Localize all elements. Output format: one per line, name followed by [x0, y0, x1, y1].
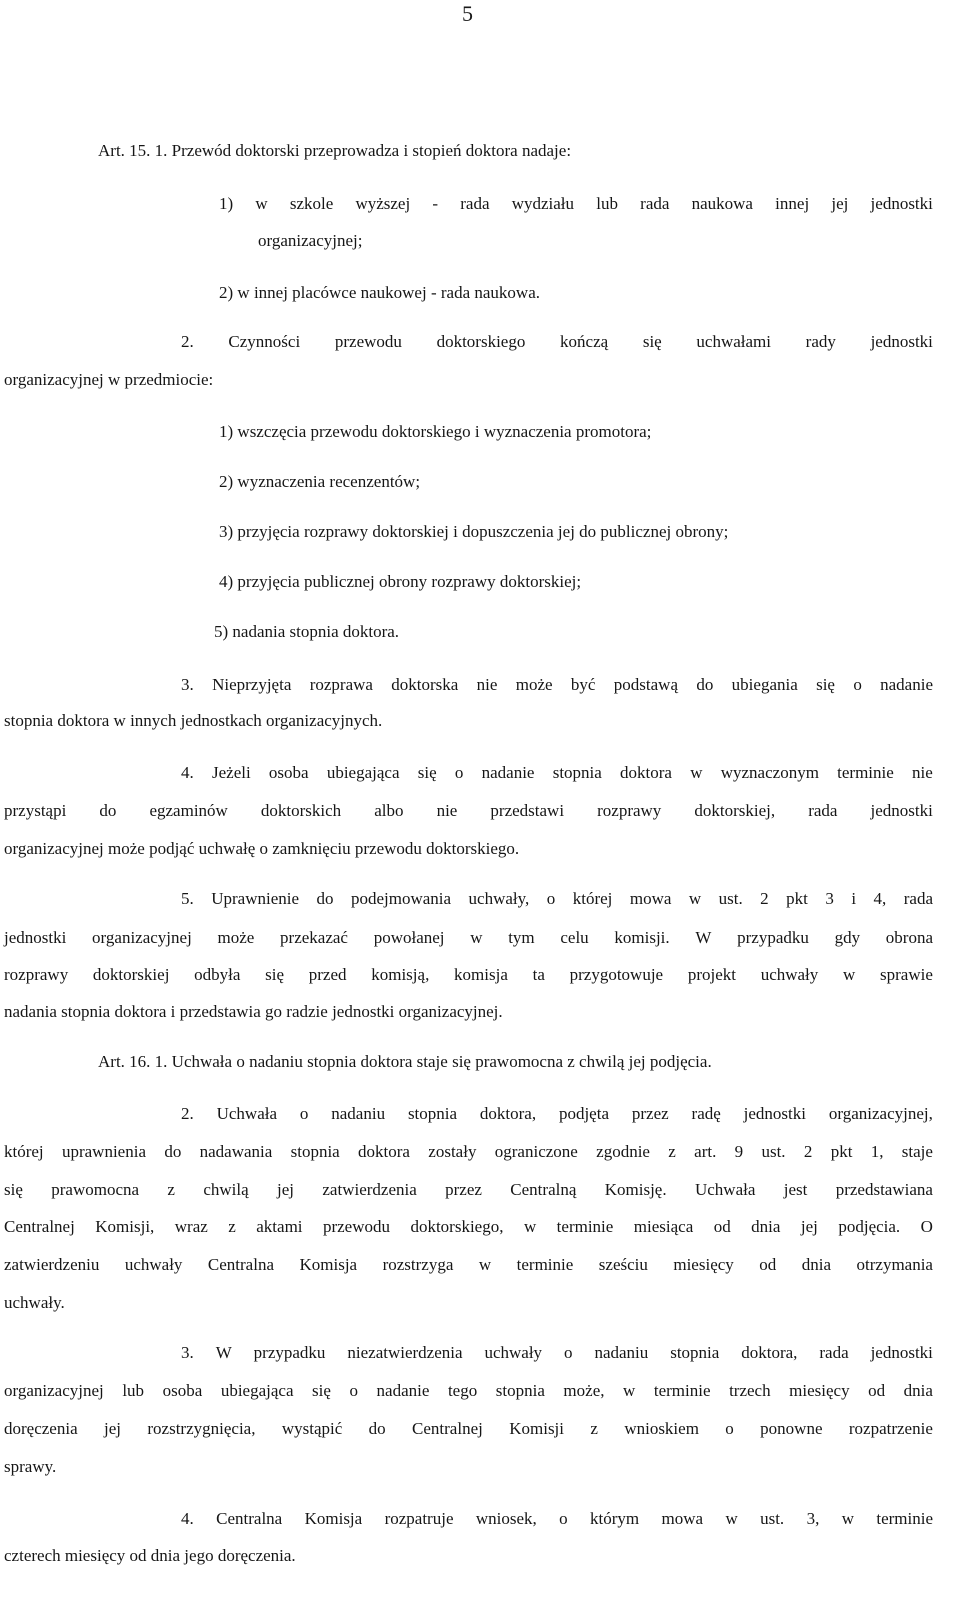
word: nadanie: [376, 1381, 430, 1400]
art16-p2-line2: [4, 1142, 933, 1162]
word: o: [564, 1343, 573, 1362]
word: osoba: [162, 1381, 203, 1400]
word: rada: [819, 1343, 849, 1362]
word: jednostki: [4, 928, 67, 947]
word: do: [696, 675, 714, 694]
word: uchwały: [124, 1255, 183, 1274]
word: wyznaczonym: [720, 763, 819, 782]
art15-p2-item3: 3) przyjęcia rozprawy doktorskiej i dopuszczenia jej do publicznej obrony;: [219, 522, 729, 541]
word: wyższej: [355, 194, 411, 213]
word: art.: [694, 1142, 717, 1161]
word: ubiegania: [731, 675, 798, 694]
word: podjęta: [558, 1104, 609, 1123]
word: prawomocna: [51, 1180, 140, 1199]
art15-p4-line1: [181, 763, 933, 783]
art15-p1-item1-line2: organizacyjnej;: [258, 231, 363, 250]
art15-p2-item5: 5) nadania stopnia doktora.: [214, 622, 400, 641]
word: od: [868, 1381, 886, 1400]
art16-p1: Art. 16. 1. Uchwała o nadaniu stopnia doktora staje się prawomocna z chwilą jej podjęcia.: [98, 1052, 712, 1071]
word: i: [851, 889, 857, 908]
word: do: [316, 889, 334, 908]
word: z: [668, 1142, 676, 1161]
word: O: [920, 1217, 933, 1236]
word: 3.: [181, 1343, 194, 1362]
word: stopnia: [407, 1104, 458, 1123]
art15-p2-item2: 2) wyznaczenia recenzentów;: [219, 472, 421, 491]
word: nadaniu: [594, 1343, 649, 1362]
word: komisją,: [371, 965, 430, 984]
word: obrona: [885, 928, 933, 947]
word: sprawie: [880, 965, 933, 984]
word: uchwały: [760, 965, 819, 984]
word: doktorska: [391, 675, 459, 694]
word: do: [164, 1142, 182, 1161]
word: 5.: [181, 889, 194, 908]
word: nadanie: [481, 763, 535, 782]
art15-p1-item1-line1: [219, 194, 933, 214]
word: o: [725, 1419, 734, 1438]
word: doktorskiej: [92, 965, 170, 984]
word: jednostki: [870, 332, 933, 351]
art15-p5-line1: [181, 889, 933, 909]
word: dnia: [903, 1381, 933, 1400]
word: zostały: [428, 1142, 477, 1161]
word: od: [713, 1217, 731, 1236]
word: egzaminów: [149, 801, 228, 820]
word: rozstrzyga: [382, 1255, 454, 1274]
word: 2.: [181, 332, 194, 351]
word: Nieprzyjęta: [212, 675, 292, 694]
word: w: [478, 1255, 492, 1274]
word: doktorskiej,: [694, 801, 776, 820]
word: o: [299, 1104, 309, 1123]
word: Centralna: [207, 1255, 274, 1274]
word: mowa: [661, 1509, 704, 1528]
word: zatwierdzeniu: [4, 1255, 100, 1274]
word: nie: [912, 763, 933, 782]
word: organizacyjnej: [4, 1381, 104, 1400]
word: ubiegająca: [220, 1381, 294, 1400]
word: przez: [445, 1180, 482, 1199]
art15-p5-line4: nadania stopnia doktora i przedstawia go radzie jednostki organizacyjnej.: [4, 1002, 503, 1021]
word: szkole: [289, 194, 334, 213]
word: radę: [691, 1104, 721, 1123]
word: przypadku: [253, 1343, 326, 1362]
word: o: [546, 889, 556, 908]
art16-p4-line1: [181, 1509, 933, 1529]
word: się: [417, 763, 437, 782]
word: -: [432, 194, 439, 213]
word: doktorskich: [260, 801, 342, 820]
word: niezatwierdzenia: [347, 1343, 463, 1362]
word: doktora,: [741, 1343, 798, 1362]
word: w: [725, 1509, 738, 1528]
word: albo: [374, 801, 404, 820]
word: odbyła: [194, 965, 241, 984]
word: ust.: [718, 889, 743, 908]
word: komisji.: [614, 928, 670, 947]
word: kończą: [560, 332, 609, 351]
word: być: [570, 675, 596, 694]
word: przewodu: [322, 1217, 390, 1236]
art15-p5-line2: [4, 928, 933, 948]
word: przewodu: [334, 332, 402, 351]
word: powołanej: [373, 928, 445, 947]
word: Czynności: [228, 332, 301, 351]
word: o: [349, 1381, 358, 1400]
word: Komisja: [304, 1509, 363, 1528]
word: przygotowuje: [569, 965, 664, 984]
word: w: [688, 889, 702, 908]
word: rada: [640, 194, 670, 213]
word: uchwały: [484, 1343, 543, 1362]
word: doktora,: [479, 1104, 537, 1123]
word: stopnia: [495, 1381, 545, 1400]
word: o: [454, 763, 464, 782]
word: otrzymania: [856, 1255, 933, 1274]
word: pkt: [830, 1142, 853, 1161]
word: rozprawy: [597, 801, 662, 820]
word: w: [470, 928, 483, 947]
word: tym: [508, 928, 535, 947]
word: 1,: [870, 1142, 884, 1161]
word: 3: [825, 889, 834, 908]
art15-p3-line2: stopnia doktora w innych jednostkach organizacyjnych.: [4, 711, 383, 730]
word: organizacyjnej: [92, 928, 192, 947]
art16-p2-line5: [4, 1255, 933, 1275]
word: W: [695, 928, 712, 947]
word: doktora: [358, 1142, 410, 1161]
art15-p1-item2-line1: 2) w innej placówce naukowej - rada naukowa.: [219, 283, 540, 302]
word: podjęcia.: [838, 1217, 901, 1236]
word: terminie: [516, 1255, 574, 1274]
word: podejmowania: [350, 889, 452, 908]
word: stopnia: [670, 1343, 720, 1362]
word: do: [368, 1419, 386, 1438]
word: terminie: [876, 1509, 933, 1528]
word: się: [816, 675, 835, 694]
art16-p4-line2: czterech miesięcy od dnia jego doręczenia.: [4, 1546, 296, 1565]
word: przekazać: [280, 928, 348, 947]
word: w: [690, 763, 703, 782]
word: podstawą: [613, 675, 679, 694]
word: przedstawiana: [835, 1180, 933, 1199]
word: 2: [760, 889, 769, 908]
word: dnia: [801, 1255, 832, 1274]
word: Uprawnienie: [211, 889, 300, 908]
word: naukowa: [691, 194, 753, 213]
word: wnioskiem: [624, 1419, 699, 1438]
word: nadanie: [880, 675, 933, 694]
word: Centralnej: [412, 1419, 483, 1438]
word: sześciu: [598, 1255, 648, 1274]
word: stopnia: [552, 763, 602, 782]
word: przedstawi: [490, 801, 565, 820]
word: jej: [277, 1180, 295, 1199]
word: może: [515, 675, 553, 694]
word: jej: [800, 1217, 818, 1236]
word: terminie: [837, 763, 894, 782]
word: aktami: [256, 1217, 303, 1236]
art15-p2-item1: 1) wszczęcia przewodu doktorskiego i wyznaczenia promotora;: [219, 422, 652, 441]
word: doktorskiego: [436, 332, 526, 351]
word: tego: [447, 1381, 478, 1400]
word: ograniczone: [494, 1142, 578, 1161]
word: nadaniu: [331, 1104, 386, 1123]
art15-p2-item4: 4) przyjęcia publicznej obrony rozprawy doktorskiej;: [219, 572, 582, 591]
word: miesięcy: [673, 1255, 734, 1274]
word: dnia: [751, 1217, 781, 1236]
word: ust.: [760, 1509, 785, 1528]
word: jednostki: [870, 1343, 933, 1362]
word: miesięcy: [789, 1381, 850, 1400]
word: mowa: [629, 889, 672, 908]
word: rozprawy: [4, 965, 69, 984]
art15-p2-line1: [181, 332, 933, 352]
word: jednostki: [870, 194, 933, 213]
word: gdy: [834, 928, 861, 947]
word: przed: [308, 965, 347, 984]
word: ubiegająca: [326, 763, 400, 782]
word: stopnia: [290, 1142, 340, 1161]
word: z: [167, 1180, 175, 1199]
art16-p3-line4: sprawy.: [4, 1457, 57, 1476]
word: ta: [532, 965, 545, 984]
word: rada: [460, 194, 490, 213]
word: 4,: [873, 889, 887, 908]
word: której: [572, 889, 613, 908]
word: w: [623, 1381, 636, 1400]
word: jej: [104, 1419, 121, 1438]
art16-p2-line4: [4, 1217, 933, 1237]
word: W: [215, 1343, 232, 1362]
word: od: [759, 1255, 777, 1274]
word: nie: [436, 801, 458, 820]
word: rozpatruje: [384, 1509, 454, 1528]
word: rada: [903, 889, 933, 908]
word: komisja: [454, 965, 508, 984]
word: o: [853, 675, 862, 694]
word: rozstrzygnięcia,: [147, 1419, 256, 1438]
word: w: [841, 1509, 854, 1528]
word: Uchwała: [694, 1180, 756, 1199]
word: zatwierdzenia: [322, 1180, 417, 1199]
word: przez: [631, 1104, 669, 1123]
word: Centralną: [510, 1180, 577, 1199]
word: 1): [219, 194, 234, 213]
word: 3.: [181, 675, 194, 694]
word: rada: [808, 801, 838, 820]
word: której: [4, 1142, 44, 1161]
word: uchwałami: [696, 332, 771, 351]
word: pkt: [786, 889, 808, 908]
word: lub: [596, 194, 618, 213]
word: trzech: [729, 1381, 771, 1400]
word: nadawania: [199, 1142, 273, 1161]
word: Komisję.: [604, 1180, 667, 1199]
word: terminie: [653, 1381, 711, 1400]
word: Centralnej: [4, 1217, 75, 1236]
word: Komisji,: [95, 1217, 155, 1236]
word: z: [590, 1419, 598, 1438]
word: 2.: [181, 1104, 194, 1123]
art16-p3-line1: [181, 1343, 933, 1363]
word: wydziału: [511, 194, 575, 213]
word: terminie: [556, 1217, 614, 1236]
word: może: [217, 928, 255, 947]
word: projekt: [687, 965, 736, 984]
art15-p1-intro: Art. 15. 1. Przewód doktorski przeprowadza i stopień doktora nadaje:: [98, 141, 572, 160]
art16-p2-line3: [4, 1180, 933, 1200]
word: w: [843, 965, 856, 984]
word: uchwały,: [468, 889, 530, 908]
page-number: 5: [462, 1, 473, 26]
word: jednostki: [743, 1104, 806, 1123]
word: 4.: [181, 1509, 194, 1528]
word: 4.: [181, 763, 194, 782]
word: rady: [805, 332, 836, 351]
word: Jeżeli: [211, 763, 251, 782]
word: miesiąca: [633, 1217, 694, 1236]
word: zgodnie: [596, 1142, 650, 1161]
word: ust.: [761, 1142, 786, 1161]
word: 9: [734, 1142, 744, 1161]
word: jednostki: [870, 801, 933, 820]
word: się: [642, 332, 662, 351]
word: doktorskiego,: [410, 1217, 504, 1236]
word: rozpatrzenie: [848, 1419, 933, 1438]
word: rozprawa: [309, 675, 373, 694]
word: chwilą: [203, 1180, 249, 1199]
word: w: [523, 1217, 537, 1236]
word: nie: [476, 675, 498, 694]
word: przystąpi: [4, 801, 67, 820]
art16-p3-line2: [4, 1381, 933, 1401]
word: przypadku: [737, 928, 809, 947]
word: 3,: [806, 1509, 820, 1528]
word: lub: [122, 1381, 145, 1400]
word: innej: [775, 194, 810, 213]
word: z: [228, 1217, 236, 1236]
word: staje: [901, 1142, 933, 1161]
word: się: [265, 965, 285, 984]
word: Uchwała: [216, 1104, 278, 1123]
word: wniosek,: [475, 1509, 537, 1528]
word: jej: [831, 194, 849, 213]
word: wraz: [174, 1217, 208, 1236]
word: którym: [590, 1509, 640, 1528]
word: Komisji: [509, 1419, 565, 1438]
word: osoba: [268, 763, 309, 782]
word: doręczenia: [4, 1419, 78, 1438]
word: do: [99, 801, 117, 820]
art15-p4-line2: [4, 801, 933, 821]
art15-p5-line3: [4, 965, 933, 985]
word: wystąpić: [281, 1419, 343, 1438]
word: się: [4, 1180, 23, 1199]
word: celu: [560, 928, 589, 947]
art16-p2-line1: [181, 1104, 933, 1124]
word: organizacyjnej,: [828, 1104, 933, 1123]
word: Komisja: [299, 1255, 358, 1274]
word: się: [312, 1381, 331, 1400]
art15-p3-line1: [181, 675, 933, 695]
word: w: [255, 194, 268, 213]
word: doktora: [620, 763, 672, 782]
word: o: [559, 1509, 568, 1528]
word: jest: [783, 1180, 808, 1199]
word: uprawnienia: [61, 1142, 146, 1161]
art16-p2-line6: uchwały.: [4, 1293, 65, 1312]
word: Centralna: [216, 1509, 283, 1528]
word: może,: [563, 1381, 605, 1400]
art16-p3-line3: [4, 1419, 933, 1439]
art15-p2-line2: organizacyjnej w przedmiocie:: [4, 370, 214, 389]
word: 2: [803, 1142, 813, 1161]
art15-p4-line3: organizacyjnej może podjąć uchwałę o zamknięciu przewodu doktorskiego.: [4, 839, 520, 858]
word: ponowne: [760, 1419, 823, 1438]
